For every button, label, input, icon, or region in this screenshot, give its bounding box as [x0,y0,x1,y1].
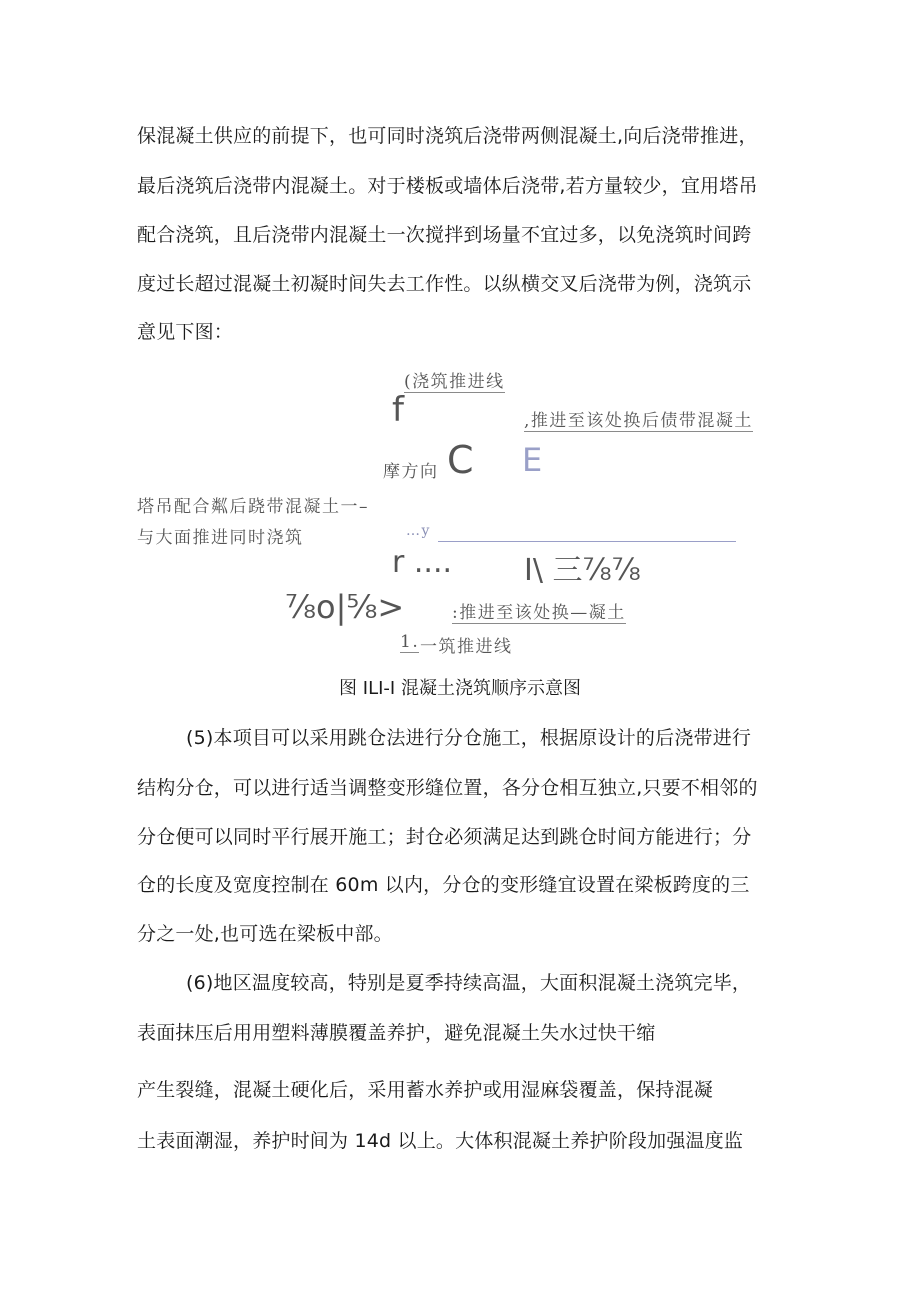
figure-label-crane: 塔吊配合粼后跷带混凝土一– [137,497,369,517]
paragraph-bottom-line-2: 土表面潮湿，养护时间为 14d 以上。大体积混凝土养护阶段加强温度监 [137,1130,744,1152]
figure-glyph-e: E [522,441,543,479]
paragraph-6-line-1: (6)地区温度较高，特别是夏季持续高温，大面积混凝土浇筑完毕， [186,972,752,994]
figure-label-push-line-top: (浇筑推进线 [404,367,505,393]
figure-label-direction: 摩方向 [383,462,439,482]
figure-label-push-to-after: ,推进至该处换后债带混凝土 [524,406,753,432]
paragraph-5-line-4: 仓的长度及宽度控制在 60m 以内，分仓的变形缝宜设置在梁板跨度的三 [137,874,750,896]
paragraph-top-line-3: 配合浇筑，且后浇带内混凝土一次搅拌到场量不宜过多，以免浇筑时间跨 [137,224,752,246]
figure-label-push-line-bottom-num: 1. [400,632,420,652]
paragraph-5-line-5: 分之一处,也可选在梁板中部。 [137,923,393,945]
figure-glyph-fractions-left: ⅞o|⅝> [285,588,405,626]
figure-glyph-c: C [447,438,474,482]
figure-glyph-r-dots: r .... [392,545,453,580]
figure-label-push-line-bottom: 一筑推进线 [420,637,513,657]
paragraph-5-line-2: 结构分仓，可以进行适当调整变形缝位置，各分仓相互独立,只要不相邻的 [137,777,758,799]
paragraph-top-line-2: 最后浇筑后浇带内混凝土。对于楼板或墙体后浇带,若方量较少，宜用塔吊 [137,175,758,197]
figure-label-push-to-concrete: :推进至该处换—凝土 [452,598,626,624]
figure-glyph-fractions-right: I\ 三⅞⅞ [524,553,641,588]
figure-label-simultaneous: 与大面推进同时浇筑 [137,528,304,548]
paragraph-5-line-1: (5)本项目可以采用跳仓法进行分仓施工，根据原设计的后浇带进行 [186,727,752,749]
figure-caption: 图 ILI-I 混凝土浇筑顺序示意图 [339,678,581,699]
paragraph-top-line-5: 意见下图： [137,321,234,343]
figure-divider-line [438,541,736,542]
paragraph-top-line-4: 度过长超过混凝土初凝时间失去工作性。以纵横交叉后浇带为例，浇筑示 [137,273,752,295]
paragraph-top-line-1: 保混凝土供应的前提下，也可同时浇筑后浇带两侧混凝土,向后浇带推进， [137,125,758,147]
paragraph-6-line-2: 表面抹压后用用塑料薄膜覆盖养护，避免混凝土失水过快干缩 [137,1022,656,1044]
paragraph-5-line-3: 分仓便可以同时平行展开施工；封仓必须满足达到跳仓时间方能进行；分 [137,826,752,848]
figure-glyph-f: f [392,390,404,430]
paragraph-bottom-line-1: 产生裂缝，混凝土硬化后，采用蓄水养护或用湿麻袋覆盖，保持混凝 [137,1079,714,1101]
figure-label-dots-y: …y [406,523,431,539]
